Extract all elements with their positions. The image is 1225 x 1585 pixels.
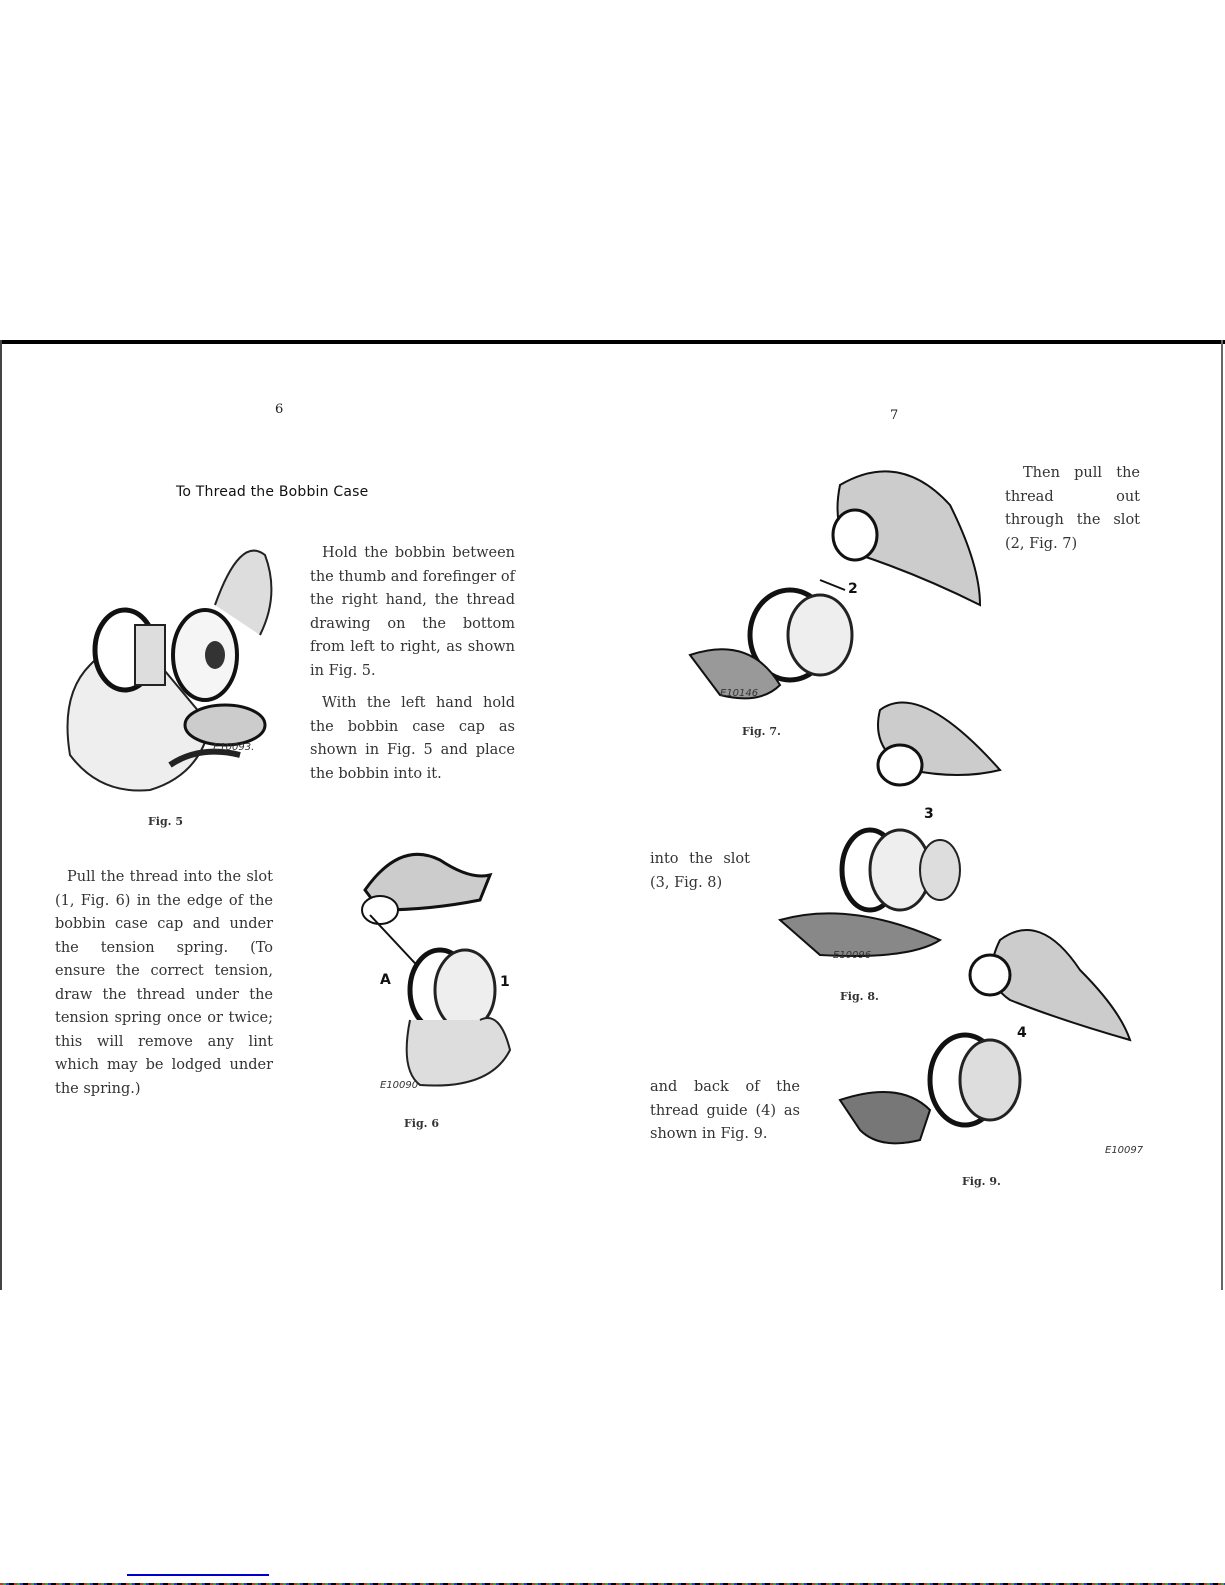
fig6-caption: Fig. 6 <box>404 1117 439 1130</box>
fig6-label-a: A <box>380 972 391 988</box>
fig9-code: E10097 <box>1105 1145 1144 1156</box>
fig8-caption: Fig. 8. <box>840 990 879 1003</box>
instruction-text-2 <box>55 866 273 1110</box>
fig6-label-1: 1 <box>500 974 510 990</box>
paragraph-1: Hold the bobbin between the thumb and forefinger of the right hand, the thread drawing on the bottom from left to right, as shown in Fig. 5. <box>310 545 515 679</box>
page-number-right: 7 <box>890 408 899 423</box>
blue-underline <box>127 1574 269 1576</box>
paragraph-fig9: and back of the thread guide (4) as shown in Fig. 9. <box>650 1079 800 1142</box>
fig7-caption: Fig. 7. <box>742 725 781 738</box>
fig8-code: E10096 <box>833 950 872 961</box>
fig5-code: E10093. <box>213 742 255 753</box>
fig9-text <box>650 1076 800 1156</box>
fig7-text <box>1005 462 1140 565</box>
instruction-text-1 <box>310 542 515 795</box>
page-number-left: 6 <box>275 402 284 417</box>
paragraph-fig7: Then pull the thread out through the slot (2, Fig. 7) <box>1005 465 1140 552</box>
fig6-code: E10090 <box>380 1080 419 1091</box>
fig8-label-3: 3 <box>924 806 934 822</box>
page-left-border <box>0 340 2 1290</box>
paragraph-2: With the left hand hold the bobbin case cap as shown in Fig. 5 and place the bobbin into it. <box>310 695 515 782</box>
fig9-caption: Fig. 9. <box>962 1175 1001 1188</box>
fig5-illustration <box>50 525 290 805</box>
fig5-caption: Fig. 5 <box>148 815 183 828</box>
fig7-label-2: 2 <box>848 581 858 597</box>
fig9-label-4: 4 <box>1017 1025 1027 1041</box>
fig9-illustration <box>820 910 1140 1160</box>
page-top-border <box>0 340 1225 344</box>
page-right-border <box>1221 340 1223 1290</box>
fig7-code: E10146 <box>720 688 759 699</box>
fig8-text <box>650 848 750 904</box>
paragraph-3: Pull the thread into the slot (1, Fig. 6) in the edge of the bobbin case cap and under the tension spring. (To ensure the correct tension, draw the thread under the tension spring once or twice; this will remove any lint which may be lodged under the spring.) <box>55 869 273 1097</box>
section-heading: To Thread the Bobbin Case <box>176 484 369 500</box>
fig6-illustration <box>340 830 520 1100</box>
paragraph-fig8: into the slot (3, Fig. 8) <box>650 851 750 891</box>
